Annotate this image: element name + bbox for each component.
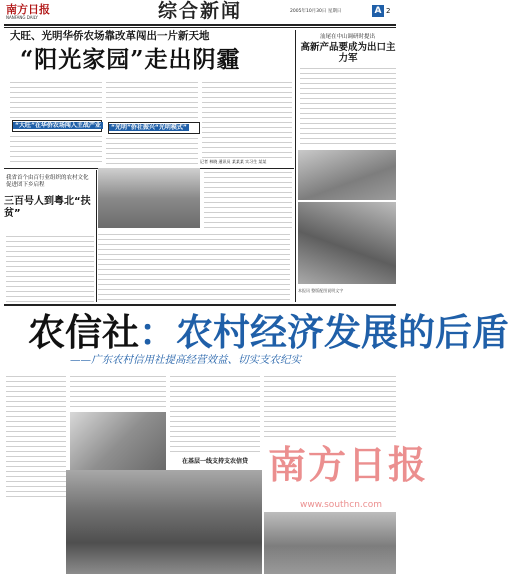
right-headline: 高新产品要成为出口主力军	[300, 42, 396, 64]
feature-photo-ceremony	[66, 470, 262, 574]
feature-body-col-1	[6, 374, 66, 500]
logo-text: 南方日报	[6, 3, 50, 16]
feature-title-main: 农信社	[28, 310, 139, 354]
left-column-rule	[96, 170, 97, 302]
feature-photo-bank	[264, 512, 396, 574]
masthead-rule	[4, 24, 396, 26]
left-body-text	[6, 234, 94, 302]
feature-body-col-4	[264, 374, 396, 438]
newspaper-logo	[6, 4, 62, 22]
lead-subhead-1	[12, 120, 102, 132]
lead-body-col-1	[10, 80, 102, 120]
lead-subhead-1-text: “大旺”在华侨农场闯入主战产业	[15, 122, 101, 129]
page-letter-badge: A	[372, 5, 384, 17]
feature-subtitle: ——广东农村信用社提高经营效益、切实支农纪实	[70, 354, 301, 366]
right-photo-crowd	[298, 150, 396, 200]
right-photo-workers	[298, 202, 396, 284]
left-headline: 三百号人到粤北“扶贫”	[4, 196, 91, 219]
right-photo-caption: 本报讯 整版配图说明文字	[298, 288, 344, 293]
watermark-logo: 南方日报	[268, 442, 429, 487]
feature-caption-2: 在基层一线支持支农信贷	[181, 458, 248, 465]
lead-headline: “阳光家园”走出阴霾	[20, 46, 241, 73]
section-title: 综合新闻	[157, 0, 242, 22]
center-body-text	[98, 232, 290, 302]
lead-byline: 记者 林晓 通讯员 某某某 实习生 某某	[200, 159, 267, 164]
center-photo-crowd	[98, 168, 200, 228]
feature-title	[28, 310, 509, 354]
feature-body-col-2	[70, 374, 166, 408]
left-kicker: 我省首个由百行业组织的农村文化促进团下乡启程	[6, 175, 89, 188]
page-number: 2	[386, 7, 391, 15]
right-kicker: 汕尾在中山调研时提出	[319, 34, 375, 40]
center-right-body-text	[204, 170, 292, 230]
masthead-rule-thin	[4, 27, 396, 28]
lead-body-col-3	[202, 80, 292, 162]
lead-body-col-2b	[106, 136, 198, 164]
edition-date: 2005年10月30日 星期日	[290, 9, 342, 14]
feature-top-rule	[4, 304, 396, 306]
logo-subtitle: NANFANG DAILY	[6, 15, 38, 20]
feature-body-col-3	[170, 374, 260, 454]
right-body-text	[300, 66, 396, 148]
lead-subhead-2-text: “光明”侨社振兴“光明模式”	[111, 124, 187, 131]
lead-subhead-2	[108, 122, 200, 134]
feature-title-suffix: ：农村经济发展的后盾	[139, 310, 509, 354]
lead-kicker: 大旺、光明华侨农场靠改革闯出一片新天地	[10, 30, 210, 42]
lead-body-col-2	[106, 80, 198, 120]
watermark-url: www.southcn.com	[300, 500, 382, 510]
lead-body-col-1b	[10, 134, 102, 164]
right-column-rule	[295, 30, 296, 302]
